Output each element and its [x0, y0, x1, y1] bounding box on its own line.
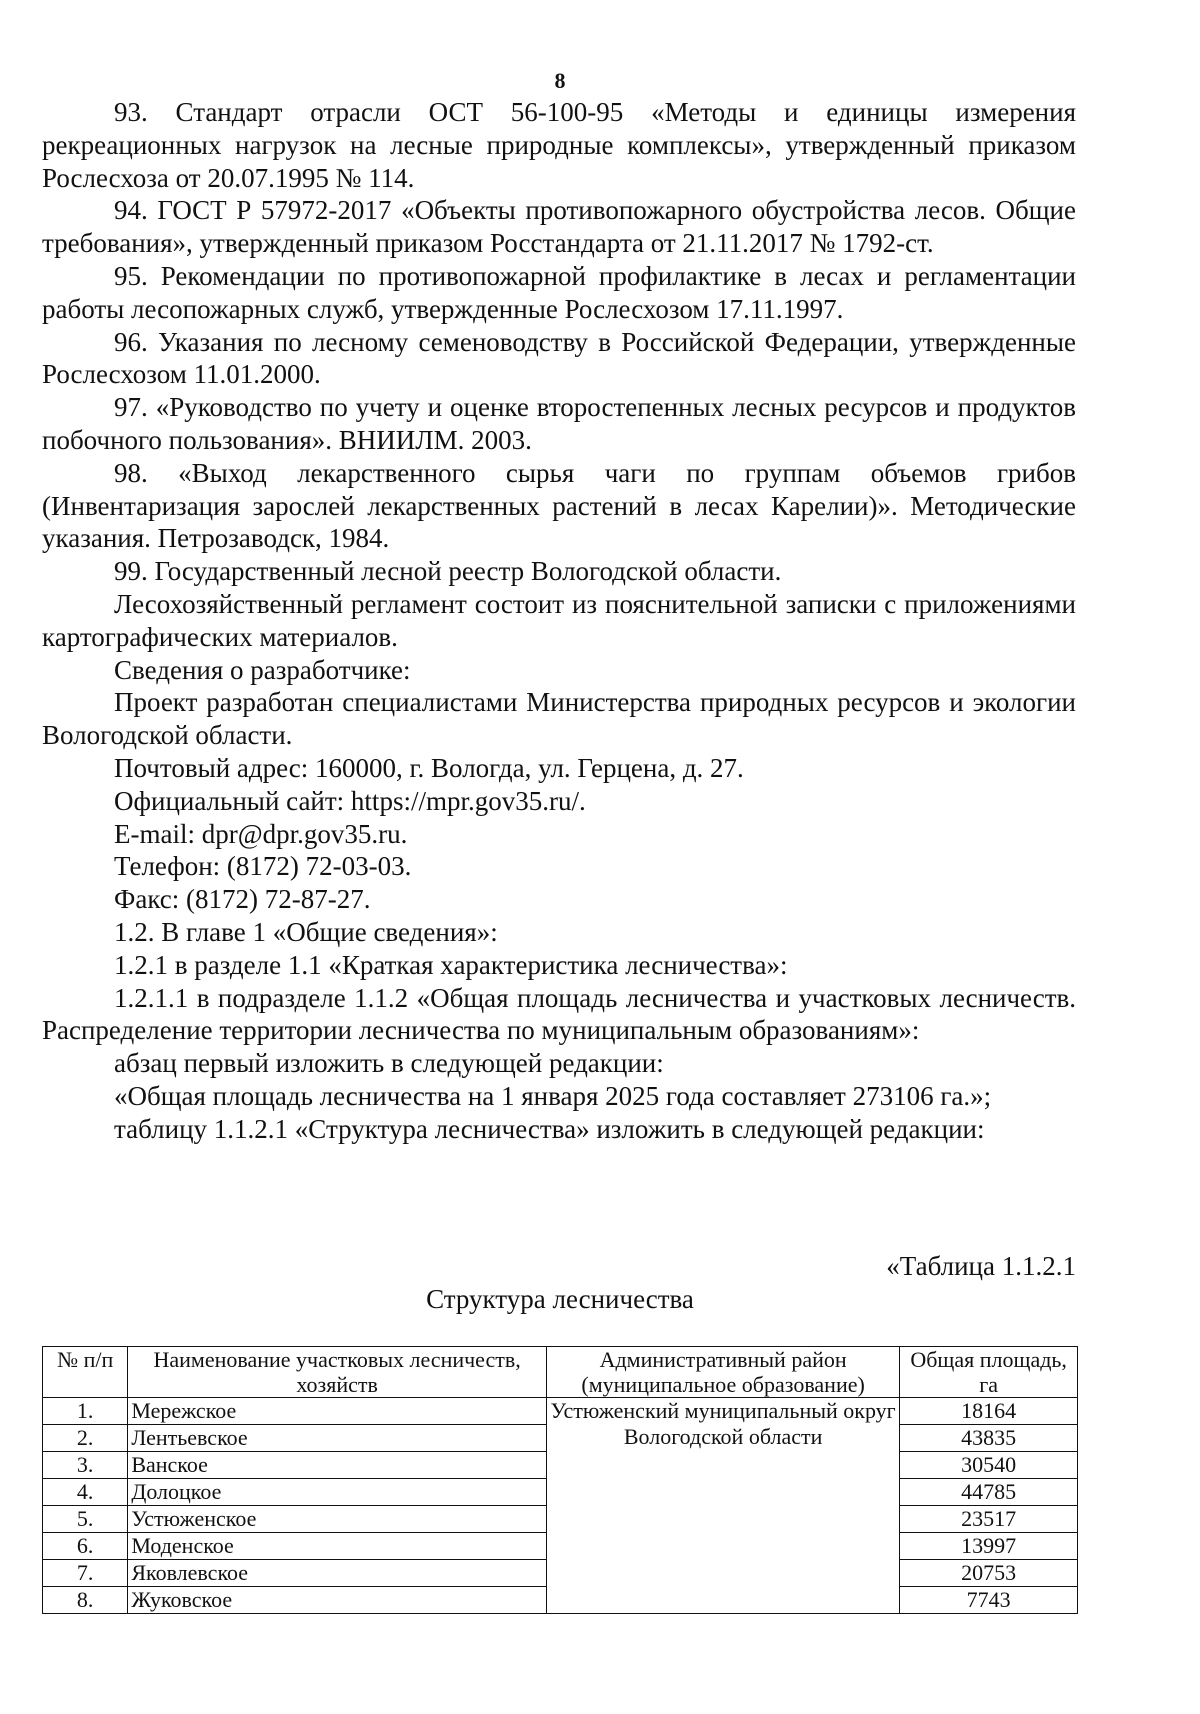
paragraph-97: 97. «Руководство по учету и оценке второстепенных лесных ресурсов и продуктов побочного пользования». ВНИИЛМ. 2003.: [42, 392, 1076, 455]
document-body: [42, 96, 1076, 1146]
row-area: 13997: [900, 1533, 1078, 1560]
row-area: 20753: [900, 1560, 1078, 1587]
row-name: Жуковское: [128, 1587, 547, 1614]
paragraph-1-2: 1.2. В главе 1 «Общие сведения»:: [114, 916, 498, 947]
row-number: 4.: [43, 1479, 128, 1506]
row-name: Мережское: [128, 1398, 547, 1425]
row-name: Лентьевское: [128, 1425, 547, 1452]
table-caption: «Таблица 1.1.2.1: [886, 1251, 1076, 1281]
table-row: [43, 1398, 1078, 1425]
paragraph-developer-heading: Сведения о разработчике:: [114, 654, 411, 685]
row-area: 18164: [900, 1398, 1078, 1425]
row-number: 8.: [43, 1587, 128, 1614]
paragraph-1-2-1: 1.2.1 в разделе 1.1 «Краткая характеристика лесничества»:: [114, 949, 788, 980]
row-number: 5.: [43, 1506, 128, 1533]
row-name: Яковлевское: [128, 1560, 547, 1587]
paragraph-95: 95. Рекомендации по противопожарной профилактике в лесах и регламентации работы лесопожарных служб, утвержденные Рослесхозом 17.11.1997.: [42, 260, 1076, 324]
paragraph-96: 96. Указания по лесному семеноводству в Российской Федерации, утвержденные Рослесхозом 11.01.2000.: [42, 326, 1076, 390]
row-area: 30540: [900, 1452, 1078, 1479]
row-number: 6.: [43, 1533, 128, 1560]
paragraph-98: 98. «Выход лекарственного сырья чаги по группам объемов грибов (Инвентаризация зарослей лекарственных растений в лесах Карелии)». Методические указания. Петрозаводск, 1984.: [42, 457, 1076, 554]
paragraph-99: 99. Государственный лесной реестр Вологодской области.: [114, 556, 782, 587]
row-area: 23517: [900, 1506, 1078, 1533]
row-number: 7.: [43, 1560, 128, 1587]
paragraph-1-2-1-1: 1.2.1.1 в подразделе 1.1.2 «Общая площадь лесничества и участковых лесничеств. Распределение территории лесничества по муниципальным образованиям»:: [42, 982, 1076, 1046]
paragraph-developer: Проект разработан специалистами Министерства природных ресурсов и экологии Вологодской области.: [42, 687, 1076, 751]
row-area: 7743: [900, 1587, 1078, 1614]
paragraph-table-instruction: таблицу 1.1.2.1 «Структура лесничества» изложить в следующей редакции:: [114, 1113, 985, 1144]
paragraph-94: 94. ГОСТ Р 57972-2017 «Объекты противопожарного обустройства лесов. Общие требования», утвержденный приказом Росстандарта от 21.11.2017 № 1792-ст.: [42, 195, 1076, 259]
header-number: № п/п: [43, 1347, 128, 1398]
district-cell: Устюженский муниципальный округ Вологодской области: [546, 1398, 899, 1614]
row-name: Ванское: [128, 1452, 547, 1479]
paragraph-regulation-structure: Лесохозяйственный регламент состоит из пояснительной записки с приложениями картографических материалов.: [42, 588, 1076, 652]
paragraph-first-abzac: абзац первый изложить в следующей редакции:: [114, 1048, 664, 1079]
row-name: Моденское: [128, 1533, 547, 1560]
row-area: 43835: [900, 1425, 1078, 1452]
paragraph-fax: Факс: (8172) 72-87-27.: [114, 884, 371, 915]
header-district: Административный район (муниципальное образование): [546, 1347, 899, 1398]
forestry-structure-table: [42, 1346, 1078, 1614]
paragraph-postal-address: Почтовый адрес: 160000, г. Вологда, ул. Герцена, д. 27.: [114, 752, 744, 783]
header-area: Общая площадь, га: [900, 1347, 1078, 1398]
page-number: 8: [554, 68, 566, 93]
paragraph-93: 93. Стандарт отрасли ОСТ 56-100-95 «Методы и единицы измерения рекреационных нагрузок на лесные природные комплексы», утвержденный приказом Рослесхоза от 20.07.1995 № 114.: [42, 97, 1076, 193]
table-header-row: [43, 1347, 1078, 1398]
row-area: 44785: [900, 1479, 1078, 1506]
paragraph-website: Официальный сайт: https://mpr.gov35.ru/.: [114, 785, 586, 816]
table-title: Структура лесничества: [426, 1284, 694, 1314]
header-name: Наименование участковых лесничеств, хозяйств: [128, 1347, 547, 1398]
row-name: Долоцкое: [128, 1479, 547, 1506]
row-number: 3.: [43, 1452, 128, 1479]
paragraph-total-area: «Общая площадь лесничества на 1 января 2025 года составляет 273106 га.»;: [114, 1080, 992, 1111]
paragraph-email: E-mail: dpr@dpr.gov35.ru.: [114, 818, 408, 849]
row-name: Устюженское: [128, 1506, 547, 1533]
row-number: 2.: [43, 1425, 128, 1452]
row-number: 1.: [43, 1398, 128, 1425]
paragraph-phone: Телефон: (8172) 72-03-03.: [114, 851, 412, 882]
